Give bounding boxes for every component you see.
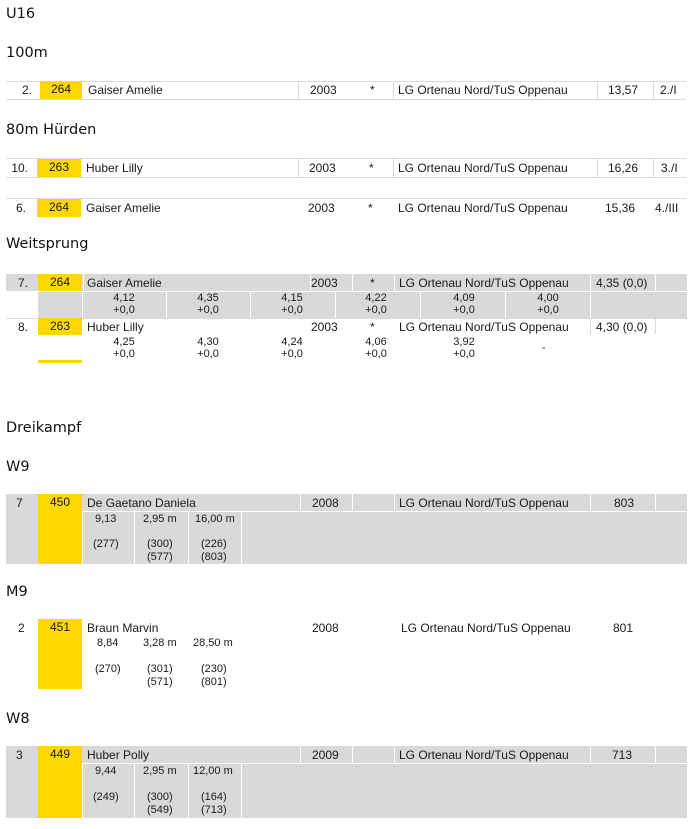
result: 4,30 (0,0)	[596, 320, 648, 334]
age-class-heading: U16	[6, 6, 36, 22]
performance-3: 16,00 m	[195, 513, 235, 525]
birth-year: 2003	[310, 83, 337, 97]
bib-number: 451	[38, 619, 82, 689]
group-title-w9: W9	[6, 459, 30, 475]
rank: 2.	[21, 83, 32, 97]
star-marker: *	[370, 83, 375, 97]
attempt-2: 4,35 +0,0	[197, 292, 219, 316]
attempt-3: 4,24 +0,0	[281, 336, 303, 360]
heat-place: 3./I	[661, 161, 678, 175]
birth-year: 2008	[312, 621, 339, 635]
section-title-100m: 100m	[6, 45, 48, 61]
rank: 7	[16, 496, 23, 510]
result: 4,35 (0,0)	[596, 276, 648, 290]
section-title-triathlon: Dreikampf	[6, 420, 82, 436]
bib-number: 450	[38, 494, 82, 564]
club: LG Ortenau Nord/TuS Oppenau	[399, 276, 569, 290]
bib-number: 264	[40, 81, 82, 99]
cumulative-2: (549)	[147, 804, 173, 816]
cumulative-2: (571)	[147, 676, 173, 688]
total-points: 803	[614, 496, 635, 510]
athlete-name: Huber Lilly	[87, 320, 144, 334]
cumulative-3: (713)	[201, 804, 227, 816]
star-marker: *	[369, 161, 374, 175]
total-points: 713	[612, 748, 633, 762]
points-1: (277)	[93, 538, 119, 550]
birth-year: 2003	[308, 201, 335, 215]
bib-number: 263	[37, 159, 81, 177]
athlete-name: Huber Lilly	[86, 161, 143, 175]
attempt-5: 4,09 +0,0	[453, 292, 475, 316]
heat-place: 2./I	[660, 83, 677, 97]
birth-year: 2009	[312, 748, 339, 762]
birth-year: 2003	[311, 276, 338, 290]
rank: 10.	[11, 161, 28, 175]
performance-2: 2,95 m	[143, 765, 177, 777]
star-marker: *	[370, 276, 375, 290]
rank: 2	[18, 621, 25, 635]
attempt-2: 4,30 +0,0	[197, 336, 219, 360]
athlete-name: Gaiser Amelie	[86, 201, 161, 215]
points-3: (226)	[201, 538, 227, 550]
total-points: 801	[613, 621, 634, 635]
cumulative-2: (577)	[147, 551, 173, 563]
rank: 8.	[17, 320, 28, 334]
performance-1: 9,13	[95, 513, 117, 525]
performance-2: 3,28 m	[143, 637, 177, 649]
cumulative-3: (803)	[201, 551, 227, 563]
attempt-6: -	[542, 342, 546, 354]
attempt-4: 4,06 +0,0	[365, 336, 387, 360]
group-title-m9: M9	[6, 584, 28, 600]
athlete-name: De Gaetano Daniela	[87, 496, 196, 510]
result: 16,26	[607, 161, 638, 175]
club: LG Ortenau Nord/TuS Oppenau	[398, 83, 568, 97]
group-title-w8: W8	[6, 711, 30, 727]
performance-3: 12,00 m	[193, 765, 233, 777]
bib-number: 449	[38, 746, 82, 818]
points-3: (230)	[201, 663, 227, 675]
club: LG Ortenau Nord/TuS Oppenau	[399, 320, 569, 334]
points-2: (301)	[147, 663, 173, 675]
points-3: (164)	[201, 791, 227, 803]
result: 13,57	[607, 83, 638, 97]
athlete-name: Huber Polly	[87, 748, 150, 762]
points-2: (300)	[147, 538, 173, 550]
star-marker: *	[368, 201, 373, 215]
bib-number: 263	[38, 318, 82, 335]
heat-place: 4./III	[655, 201, 679, 215]
athlete-name: Gaiser Amelie	[88, 83, 163, 97]
section-title-long-jump: Weitsprung	[6, 236, 89, 252]
club: LG Ortenau Nord/TuS Oppenau	[399, 496, 569, 510]
rank: 6.	[15, 201, 26, 215]
birth-year: 2003	[309, 161, 336, 175]
section-title-hurdles: 80m Hürden	[6, 122, 97, 138]
points-1: (270)	[95, 663, 121, 675]
points-1: (249)	[93, 791, 119, 803]
attempt-1: 4,25 +0,0	[113, 336, 135, 360]
birth-year: 2003	[311, 320, 338, 334]
attempt-4: 4,22 +0,0	[365, 292, 387, 316]
birth-year: 2008	[312, 496, 339, 510]
performance-1: 8,84	[97, 637, 119, 649]
attempt-1: 4,12 +0,0	[113, 292, 135, 316]
star-marker: *	[370, 320, 375, 334]
performance-3: 28,50 m	[193, 637, 233, 649]
performance-1: 9,44	[95, 765, 117, 777]
cumulative-3: (801)	[201, 676, 227, 688]
club: LG Ortenau Nord/TuS Oppenau	[398, 201, 568, 215]
points-2: (300)	[147, 791, 173, 803]
club: LG Ortenau Nord/TuS Oppenau	[401, 621, 571, 635]
club: LG Ortenau Nord/TuS Oppenau	[398, 161, 568, 175]
athlete-name: Braun Marvin	[87, 621, 159, 635]
attempt-5: 3,92 +0,0	[453, 336, 475, 360]
attempt-6: 4,00 +0,0	[537, 292, 559, 316]
bib-number: 264	[38, 274, 82, 291]
rank: 3	[16, 748, 23, 762]
athlete-name: Gaiser Amelie	[87, 276, 162, 290]
performance-2: 2,95 m	[143, 513, 177, 525]
rank: 7.	[17, 276, 28, 290]
result: 15,36	[604, 201, 635, 215]
club: LG Ortenau Nord/TuS Oppenau	[399, 748, 569, 762]
bib-number: 264	[37, 199, 81, 217]
attempt-3: 4,15 +0,0	[281, 292, 303, 316]
